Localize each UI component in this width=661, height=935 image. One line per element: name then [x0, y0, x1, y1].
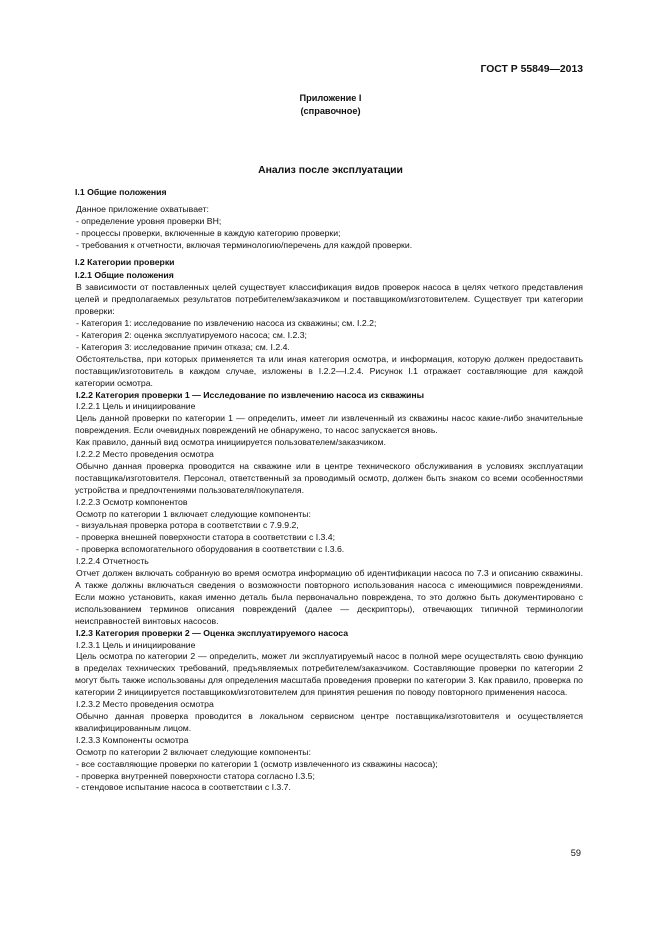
- list-item: - проверка вспомогательного оборудования в соответствии с I.3.6.: [76, 544, 345, 555]
- section-heading-i21: I.2.1 Общие положения: [75, 270, 174, 281]
- annex-title: [0, 92, 661, 117]
- list-item: - требования к отчетности, включая терминологию/перечень для каждой проверки.: [76, 239, 413, 250]
- list-item: - процессы проверки, включенные в каждую категорию проверки;: [76, 227, 341, 238]
- annex-label: Приложение I: [299, 93, 362, 103]
- paragraph: Цель данной проверки по категории 1 — определить, имеет ли извлеченный из скважины насос какие-либо значительные повреждения. Если очевидных повреждений не обнаружено, то насос запускается вновь.: [75, 413, 583, 436]
- paragraph: Цель осмотра по категории 2 — определить, может ли эксплуатируемый насос в полной мере осуществлять свою функцию в пределах технических требований, предъявляемых потребителем/заказчиком. Составляющие проверки по категории 2 могут быть также использованы для определения масштаба проведения проверки по категории 3. Как правило, проверка по категории 2 инициируется поставщиком/изготовителем для принятия решения по поводу повторного применения насоса.: [75, 651, 583, 698]
- section-heading-i23: I.2.3 Категория проверки 2 — Оценка эксплуатируемого насоса: [76, 627, 349, 638]
- paragraph: Отчет должен включать собранную во время осмотра информацию об идентификации насоса по 7.3 и описанию скважины. А также должны включаться сведения о возможности повторного использования насоса с имеющимися повреждениями. Если можно установить, какая именно деталь была первоначально повреждена, то это должно быть документировано с использованием терминов описания повреждений (далее — дескрипторы), отвечающих типичной терминологии неисправностей винтовых насосов.: [75, 568, 583, 626]
- document-body: [75, 187, 583, 794]
- paragraph: Обычно данная проверка проводится на скважине или в центре технического обслуживания в условиях эксплуатации поставщика/изготовителя. Персонал, ответственный за проводимый осмотр, должен быть знаком со всеми особенностями устройства и предпочтениями пользователя/покупателя.: [75, 460, 583, 495]
- subsection-heading: I.2.2.1 Цель и инициирование: [76, 401, 196, 412]
- list-item: - стендовое испытание насоса в соответствии с I.3.7.: [76, 782, 291, 793]
- subsection-heading: I.2.3.2 Место проведения осмотра: [76, 699, 214, 710]
- subsection-heading: I.2.2.3 Осмотр компонентов: [76, 496, 188, 507]
- subsection-heading: I.2.3.3 Компоненты осмотра: [76, 734, 189, 745]
- list-item: - проверка внутренней поверхности статора согласно I.3.5;: [76, 770, 315, 781]
- list-item: - все составляющие проверки по категории 1 (осмотр извлеченного из скважины насоса);: [76, 758, 438, 769]
- subsection-heading: I.2.2.4 Отчетность: [76, 556, 149, 567]
- paragraph: Данное приложение охватывает:: [76, 203, 209, 214]
- list-item: - визуальная проверка ротора в соответствии с 7.9.9.2,: [76, 520, 299, 531]
- subsection-heading: I.2.3.1 Цель и инициирование: [76, 639, 196, 650]
- paragraph: В зависимости от поставленных целей существует классификация видов проверок насоса в целях четкого представления целей и предполагаемых результатов потребителем/заказчиком и поставщиком/изготовителем. Существует три категории проверки:: [75, 282, 583, 317]
- subsection-heading: I.2.2.2 Место проведения осмотра: [76, 449, 214, 460]
- list-item: - определение уровня проверки ВН;: [76, 215, 222, 226]
- paragraph: Обстоятельства, при которых применяется та или иная категория осмотра, и информация, которую должен предоставить поставщик/изготовитель в каждом случае, изложены в I.2.2—I.2.4. Рисунок I.1 отражает составляющие для каждой категории осмотра.: [75, 353, 583, 388]
- page-header-standard: ГОСТ Р 55849—2013: [480, 64, 583, 75]
- paragraph: Осмотр по категории 2 включает следующие компоненты:: [76, 746, 311, 757]
- list-item: - Категория 3: исследование причин отказа; см. I.2.4.: [76, 341, 290, 352]
- paragraph: Обычно данная проверка проводится в локальном сервисном центре поставщика/изготовителя и осуществляется квалифицированным лицом.: [75, 710, 583, 733]
- section-heading-i2: I.2 Категории проверки: [75, 256, 175, 267]
- paragraph: Осмотр по категории 1 включает следующие компоненты:: [76, 508, 311, 519]
- list-item: - Категория 2: оценка эксплуатируемого насоса; см. I.2.3;: [76, 329, 307, 340]
- page-number: 59: [570, 848, 581, 858]
- section-heading-i22: I.2.2 Категория проверки 1 — Исследование по извлечению насоса из скважины: [76, 389, 425, 400]
- paragraph: Как правило, данный вид осмотра инициируется пользователем/заказчиком.: [76, 437, 386, 448]
- section-heading-i1: I.1 Общие положения: [75, 187, 167, 197]
- document-title: Анализ после эксплуатации: [258, 165, 403, 176]
- list-item: - проверка внешней поверхности статора в соответствии с I.3.4;: [76, 532, 336, 543]
- list-item: - Категория 1: исследование по извлечению насоса из скважины; см. I.2.2;: [76, 318, 377, 329]
- annex-type: (справочное): [300, 105, 361, 116]
